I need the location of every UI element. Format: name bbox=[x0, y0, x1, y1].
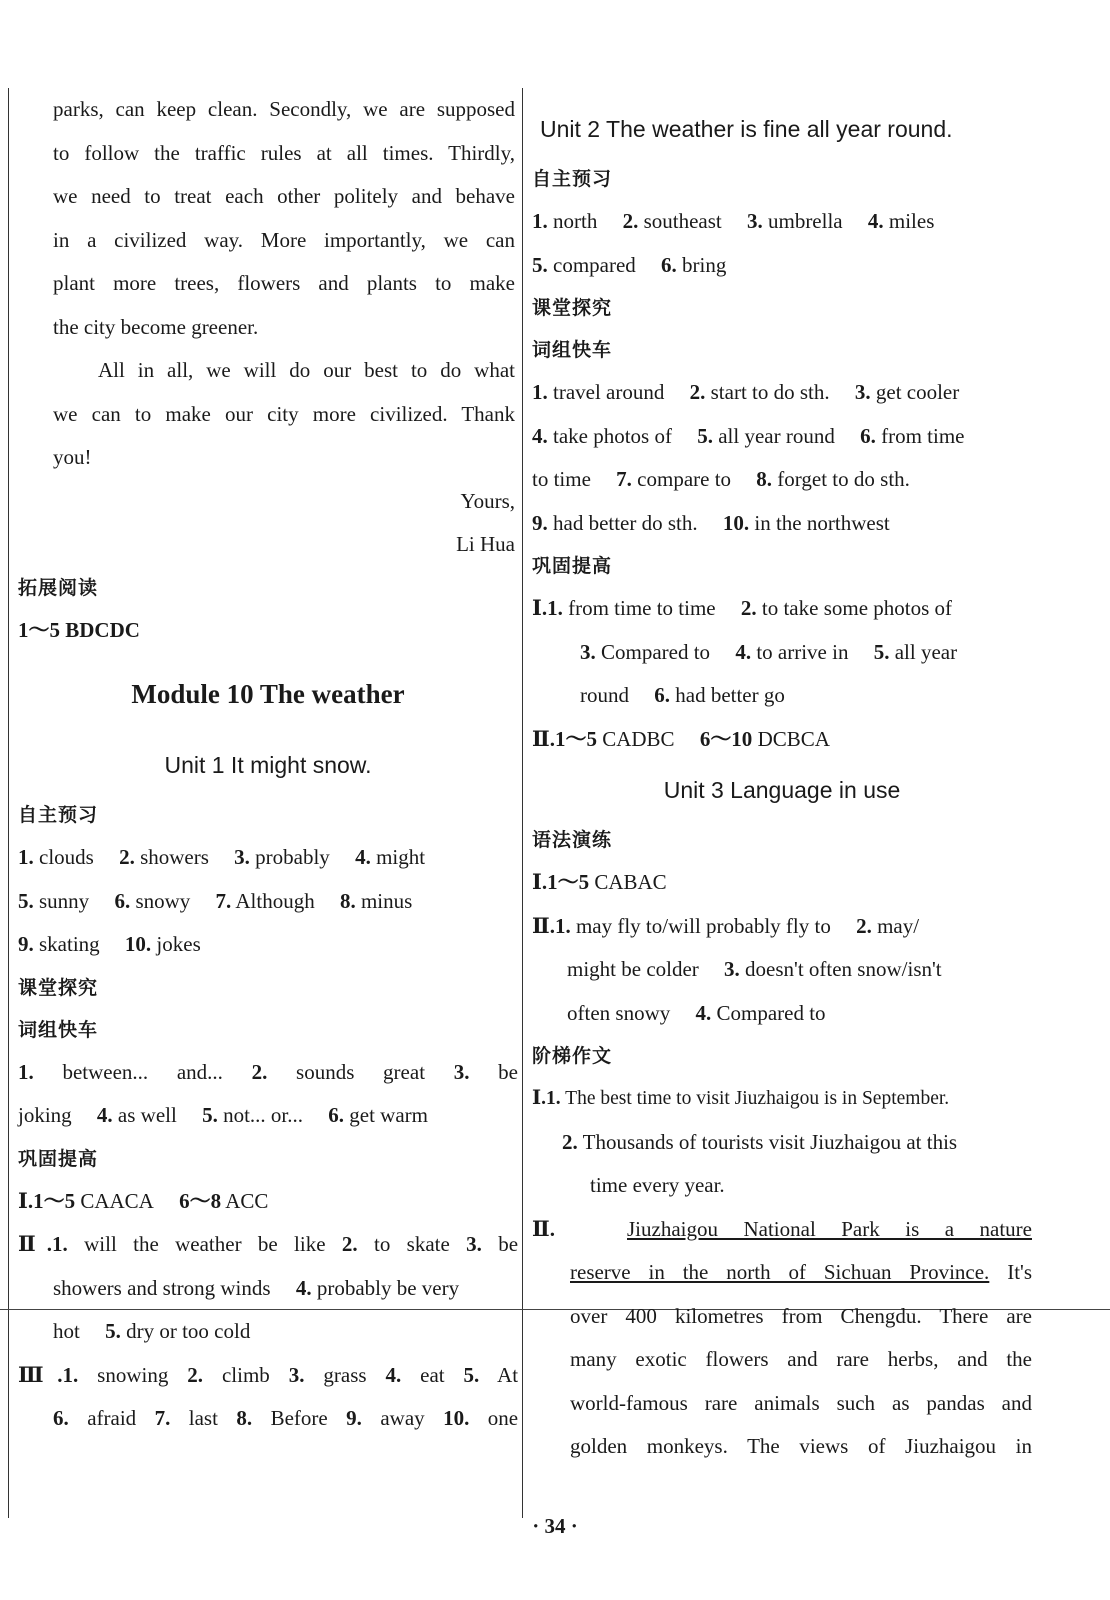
right-column bbox=[532, 100, 1032, 1469]
essay-first-line: Ⅱ. Jiuzhaigou National Park is a nature bbox=[532, 1216, 1032, 1241]
answer-line: Ⅰ.1～5 CABAC bbox=[532, 870, 667, 894]
section-preview: 自主预习 bbox=[18, 804, 99, 826]
page-number: · 34 · bbox=[532, 1514, 578, 1538]
section-consolidate: 巩固提高 bbox=[532, 555, 613, 577]
left-margin-rule bbox=[8, 88, 9, 1518]
module-title: Module 10 The weather bbox=[131, 679, 405, 709]
answer-line: joking 4. as well 5. not... or... 6. get warm bbox=[18, 1103, 428, 1127]
answer-line: 1. travel around 2. start to do sth. 3. get cooler bbox=[532, 380, 960, 404]
section-extend-reading: 拓展阅读 bbox=[18, 576, 99, 599]
section-consolidate: 巩固提高 bbox=[18, 1147, 99, 1170]
letter-line: the city become greener. bbox=[53, 314, 259, 339]
answer-line: Ⅱ.1～5 CADBC 6～10 DCBCA bbox=[532, 726, 830, 751]
essay-line: golden monkeys. The views of Jiuzhaigou in bbox=[570, 1434, 1032, 1458]
answer-line: Ⅰ.1. from time to time 2. to take some photos of bbox=[532, 596, 953, 620]
answer-line: Ⅰ.1. The best time to visit Jiuzhaigou is in September. bbox=[532, 1088, 950, 1109]
closing-line: you! bbox=[53, 445, 92, 469]
answer-line: Ⅱ.1. may fly to/will probably fly to 2. may/ bbox=[532, 913, 920, 938]
answer-line: 6. afraid 7. last 8. Before 9. away 10. one bbox=[53, 1406, 519, 1430]
closing-line: All in all, we will do our best to do what bbox=[98, 358, 515, 382]
section-class-explore: 课堂探究 bbox=[18, 976, 99, 999]
section-preview: 自主预习 bbox=[532, 168, 613, 190]
closing-line: we can to make our city more civilized. Thank bbox=[53, 401, 515, 426]
answer-line: to time 7. compare to 8. forget to do sth. bbox=[532, 467, 910, 491]
extend-answer: 1～5 BDCDC bbox=[18, 617, 140, 642]
section-grammar: 语法演练 bbox=[532, 829, 613, 851]
answer-line: Ⅰ.1～5 CAACA 6～8 ACC bbox=[18, 1188, 269, 1213]
answer-line: time every year. bbox=[590, 1173, 725, 1197]
unit2-title: Unit 2 The weather is fine all year round. bbox=[540, 116, 953, 142]
letter-line: we need to treat each other politely and behave bbox=[53, 184, 515, 208]
answer-line: often snowy 4. Compared to bbox=[567, 1000, 826, 1025]
unit3-title: Unit 3 Language in use bbox=[663, 777, 901, 803]
answer-line: 5. compared 6. bring bbox=[532, 252, 727, 277]
answer-line: 2. Thousands of tourists visit Jiuzhaigou at this bbox=[562, 1129, 958, 1154]
letter-line: parks, can keep clean. Secondly, we are supposed bbox=[53, 97, 515, 121]
section-phrase: 词组快车 bbox=[532, 339, 613, 361]
signoff: Yours, bbox=[460, 488, 515, 513]
essay-line: over 400 kilometres from Chengdu. There are bbox=[570, 1303, 1032, 1328]
letter-line: in a civilized way. More importantly, we can bbox=[53, 227, 515, 252]
essay-line: many exotic flowers and rare herbs, and the bbox=[570, 1347, 1032, 1371]
essay-line: world-famous rare animals such as pandas and bbox=[570, 1390, 1032, 1415]
column-divider bbox=[522, 88, 523, 1518]
answer-line: 3. Compared to 4. to arrive in 5. all year bbox=[580, 639, 958, 664]
left-column bbox=[18, 88, 518, 1441]
answer-line: hot 5. dry or too cold bbox=[53, 1319, 251, 1343]
answer-line: 1. clouds 2. showers 3. probably 4. might bbox=[18, 845, 426, 869]
answer-line: 1. between... and... 2. sounds great 3. be bbox=[18, 1059, 518, 1084]
essay-line: reserve in the north of Sichuan Province. It's bbox=[570, 1260, 1032, 1284]
signature: Li Hua bbox=[456, 532, 515, 556]
answer-line: Ⅱ.1. will the weather be like 2. to skate 3. be bbox=[18, 1232, 519, 1256]
section-phrase: 词组快车 bbox=[18, 1018, 99, 1041]
answer-line: 9. skating 10. jokes bbox=[18, 932, 201, 956]
answer-line: 4. take photos of 5. all year round 6. from time bbox=[532, 423, 965, 448]
letter-line: plant more trees, flowers and plants to make bbox=[53, 271, 515, 295]
answer-line: 5. sunny 6. snowy 7. Although 8. minus bbox=[18, 888, 413, 913]
answer-line: might be colder 3. doesn't often snow/isn't bbox=[567, 957, 942, 981]
answer-line: 9. had better do sth. 10. in the northwest bbox=[532, 510, 890, 535]
essay-body bbox=[532, 1251, 1032, 1469]
section-class-explore: 课堂探究 bbox=[532, 297, 613, 319]
unit1-title: Unit 1 It might snow. bbox=[164, 752, 372, 778]
answer-line: Ⅲ.1. snowing 2. climb 3. grass 4. eat 5. At bbox=[18, 1362, 519, 1387]
letter-body bbox=[18, 88, 515, 567]
section-writing: 阶梯作文 bbox=[532, 1045, 613, 1067]
letter-line: to follow the traffic rules at all times. Thirdly, bbox=[53, 140, 515, 165]
answer-line: 1. north 2. southeast 3. umbrella 4. miles bbox=[532, 209, 935, 233]
answer-line: showers and strong winds 4. probably be very bbox=[53, 1275, 460, 1300]
answer-line: round 6. had better go bbox=[580, 683, 785, 707]
